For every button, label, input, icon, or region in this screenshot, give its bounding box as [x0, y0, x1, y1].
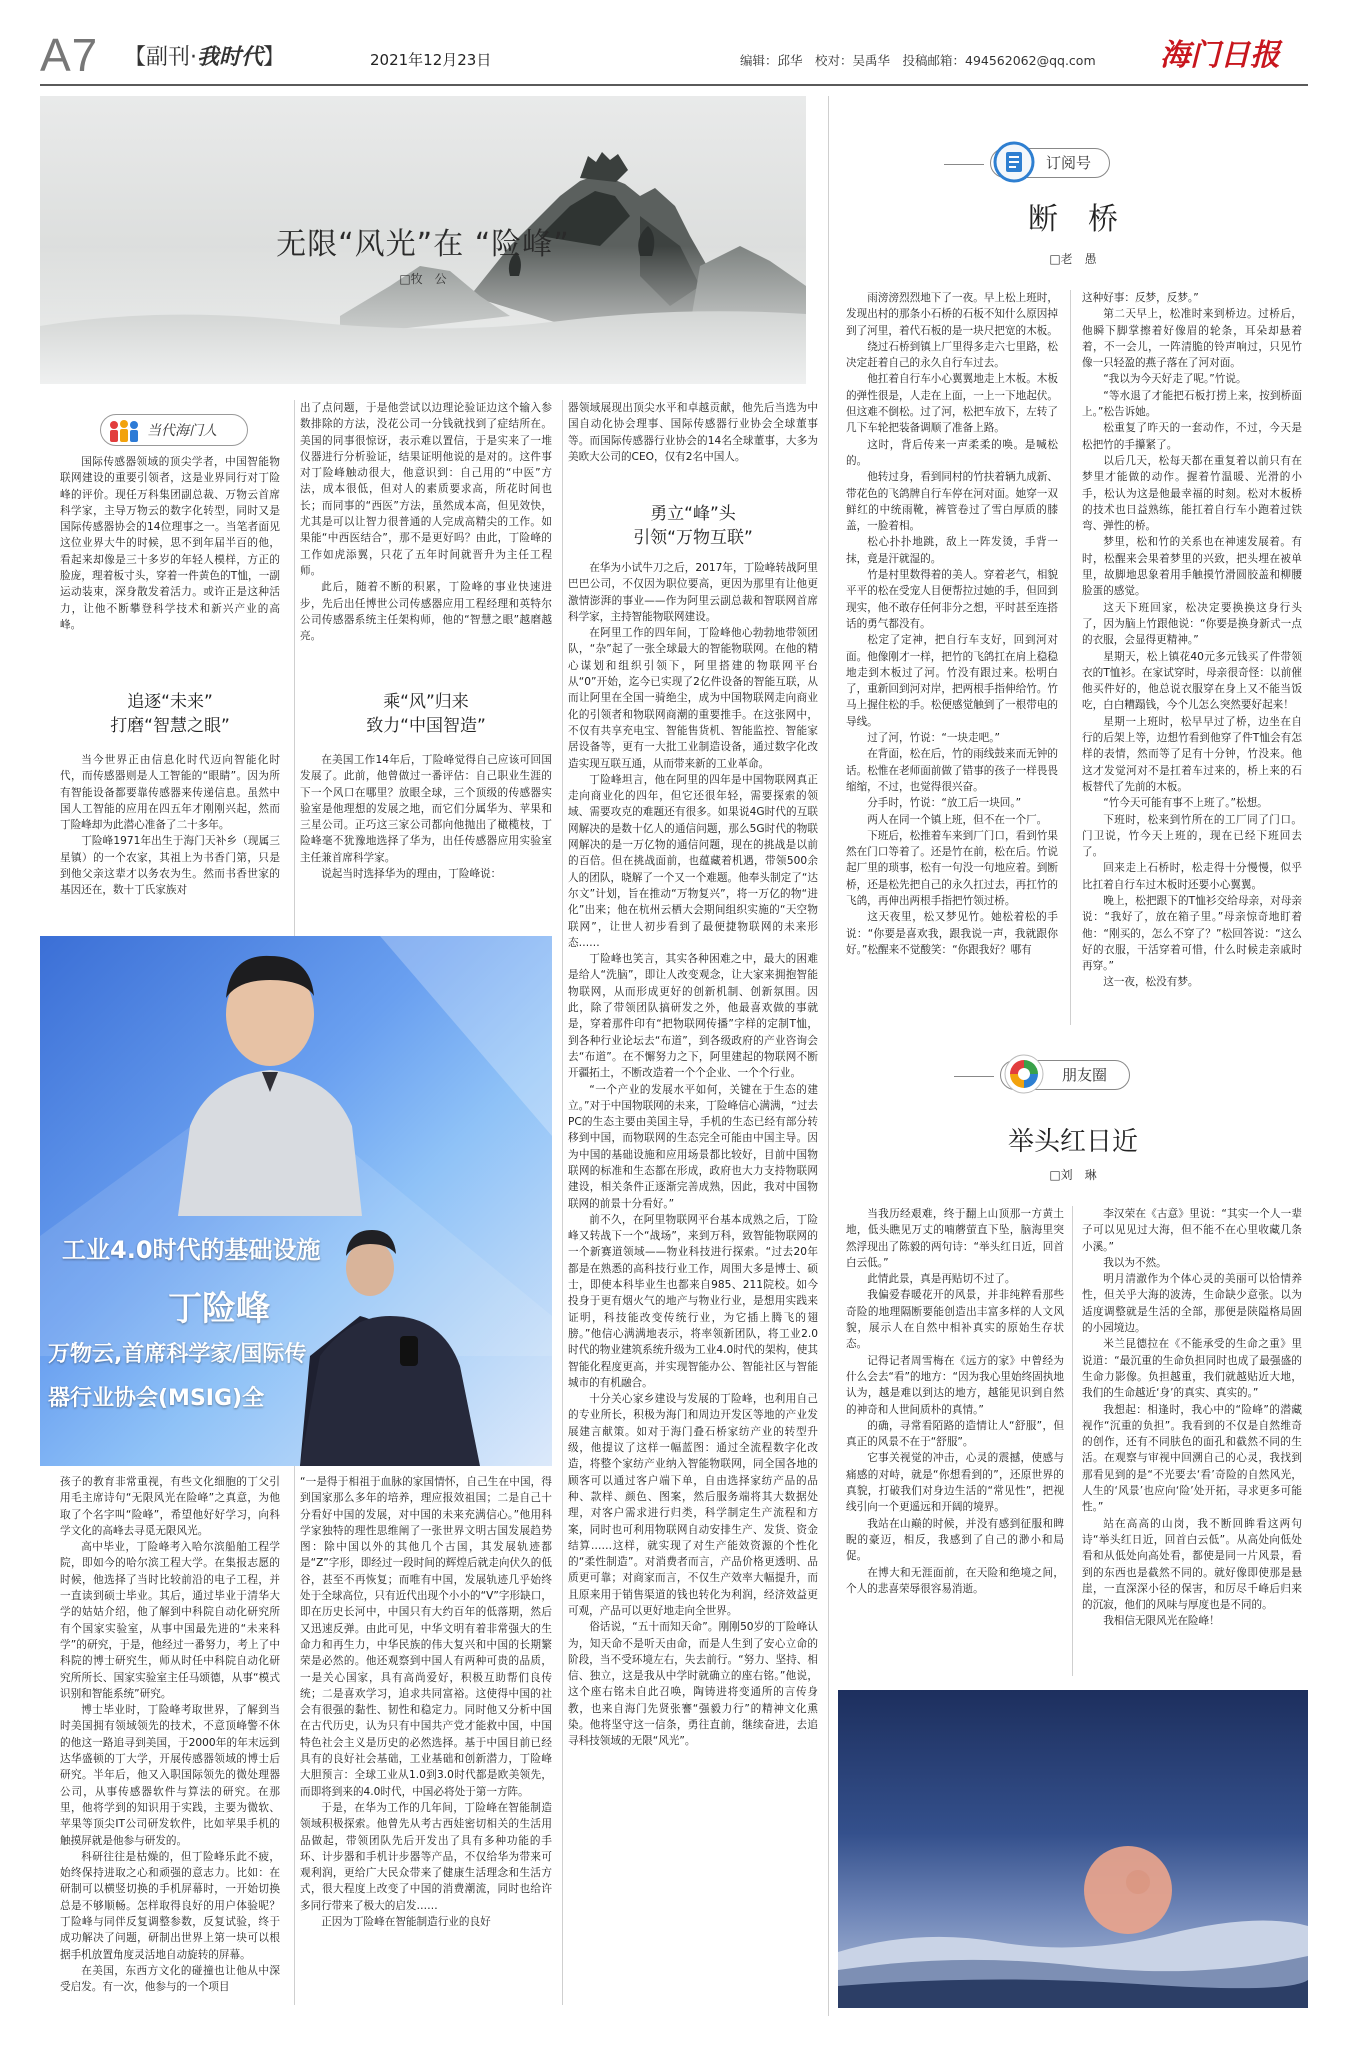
paragraph: 第二天早上，松准时来到桥边。过桥后，他瞬下脚掌擦着好像眉的轮条，耳朵却悬着着，不一会儿，一阵清脆的铃声响过，只见竹像一只轻盈的燕子落在了河对面。: [1082, 308, 1302, 370]
paragraph: “竹今天可能有事不上班了。”松想。: [1103, 797, 1268, 810]
paragraph: 此情此景，真是再贴切不过了。: [867, 1273, 1016, 1286]
issue-date: 2021年12月23日: [370, 51, 492, 69]
photo-title-line-2: 器行业协会(MSIG)全: [48, 1386, 265, 1411]
editor-credits: 编辑：邱华 校对：吴禹华 投稿邮箱：494562062@qq.com: [740, 53, 1096, 68]
section-heading-line: 勇立“峰”头: [650, 504, 736, 524]
paragraph: “一是得于相祖于血脉的家国情怀，自己生在中国，得到国家那么多年的培养，理应报效祖国；二是自己十分看好中国的发展，对中国的未来充满信心。”他用科学家独特的理性思维阐了一张世界文明古国发展趋势图：除中国以外的其他几个古国，其发展轨迹都是“Z”字形，即经过一段时间的辉煌后就走向伏久的低谷，甚至不再恢复；而唯有中国，发展轨迹几乎始终处于全球高位，只有近代出现个小小的“V”字形缺口，即在历史长河中，中国只有大约百年的低落期，然后又迅速反弹。由此可见，中华文明有着非常强大的生命力和再生力，中华民族的伟大复兴和中国的长期繁荣是必然的。他还观察到中国人有两种可贵的品质，一是关心国家，具有高尚爱好，积极互助帮们良传统；二是喜欢学习，追求共同富裕。这使得中国的社会有很强的黏性、韧性和稳定力。同时他又分析中国在古代历史，认为只有中国共产党才能救中国，中国特色社会主义是历史的必然选择。基于中国目前已经具有的良好社会基础，工业基础和创新潜力，丁险峰大胆预言：全球工业从1.0到3.0时代都是欧美领先，而即将到来的4.0时代，中国必将处于第一方阵。: [300, 1476, 552, 1798]
paragraph: 米兰昆德拉在《不能承受的生命之重》里说道：“最沉重的生命负担同时也成了最强盛的生命力影像。负担越重，我们就越贴近大地，我们的生命越近‘身’的真实、真实的。”: [1082, 1338, 1302, 1400]
paragraph: 此后，随着不断的积累，丁险峰的事业快速进步，先后出任博世公司传感器应用工程经理和英特尔公司传感器系统主任架构师，他的“智慧之眼”越磨越亮。: [300, 581, 552, 643]
column-divider: [562, 400, 563, 2005]
badge-text: 订阅号: [1046, 154, 1092, 172]
paragraph: 我以为不然。: [1103, 1256, 1167, 1269]
badge-text: 朋友圈: [1062, 1066, 1108, 1084]
section-label: [124, 42, 285, 73]
paragraph: 这时，背后传来一声柔柔的唤。是喊松的。: [846, 438, 1058, 467]
badge-line-left: [954, 1076, 994, 1077]
section-heading-1: [60, 690, 280, 738]
paragraph: 松定了定神，把自行车支好，回到河对面。他像刚才一样，把竹的飞鸽扛在肩上稳稳地走到木板过了河。竹没有跟过来。松明白了，重新回到河对岸，把两根手指伸给竹。竹马上握住松的手。松便感觉触到了一根带电的导线。: [846, 634, 1058, 728]
paragraph: 器领域展现出顶尖水平和卓越贡献，他先后当选为中国自动化协会理事、国际传感器行业协会全球董事等。而国际传感器行业协会的14名全球董事，大多为美欧大公司的CEO，仅有2名中国人。: [568, 402, 818, 463]
paragraph: 竹是村里数得着的美人。穿着老气，相貌平平的松在受宠人目便帮拉过她的手，但回到现实，他不敢存任何非分之想，平时甚至连搭话的勇气都没有。: [846, 569, 1058, 630]
essay-author: □刘 琳: [1049, 1168, 1097, 1182]
column-2-text-bottom: [300, 1474, 552, 2034]
paragraph: 十分关心家乡建设与发展的丁险峰，也利用自己的专业所长，积极为海门和周边开发区等地的产业发展建言献策。如对于海门叠石桥家纺产业的转型升级，他提议了这样一幅蓝图：通过全流程数字化改造，将整个家纺产业纳入智能物联网，同全国各地的顾客可以通过客户端下单，自由选择家纺产品的品种、款样、颜色、图案，然后服务端将其大数据处理，对客户需求进行归类，科学制定生产流程和方案，同时也可利用物联网自动安排生产、发货、资金结算……这样，就实现了对生产能效资源的个性化的“柔性制造”。对消费者而言，产品价格更透明、品质更可靠；对商家而言，不仅生产效率大幅提升，而且原来用于销售渠道的钱也转化为利润，经济效益更可观，产品可以更好地走向全世界。: [568, 1393, 818, 1617]
column-2-text-top: [300, 400, 552, 682]
section-1-continued: [60, 1474, 280, 2034]
paragraph: 分手时，竹说：“放工后一块回。”: [867, 797, 1022, 810]
story-column-2: [1082, 290, 1302, 1030]
photo-name-text: 丁险峰: [168, 1289, 270, 1329]
paper-name: 海门日报: [1160, 38, 1280, 73]
paragraph: 站在高高的山岗，我不断回眸看这两句诗“举头红日近，回首白云低”。从高处向低处看和从低处向高处看，都使是同一片风景，看到的东西也是截然不同的。就好像即使那是悬崖，一直深深小径的保害，和厉尽千峰后归来的沉寂，他们的风味与厚度也是不同的。: [1082, 1517, 1302, 1612]
essay-column-1: [846, 1206, 1064, 1678]
paragraph: 说起当时选择华为的理由，丁险峰说：: [321, 868, 502, 881]
paragraph: 在阿里工作的四年间，丁险峰他心勃勃地带领团队，“杂”起了一张全球最大的智能物联网。在他的精心谋划和组织引领下，阿里搭建的物联网平台从“0”开始，迄今已实现了2亿件设备的智能互联，从而让阿里在全国一骑绝尘，成为中国物联网走向商业化的引领者和物联网商潮的重要推手。在这张网中，不仅有共享充电宝、智能售货机、智能监控、智能家居设备等，更有一大批工业制造设备，通过数字化改造实现互联互通，从而带来新的工业革命。: [568, 627, 818, 770]
page-number: A7: [40, 29, 99, 81]
section-heading-line: 追逐“未来”: [127, 692, 213, 712]
paragraph: 这天夜里，松又梦见竹。她松着松的手说：“你要是喜欢我，跟我说一声，我就跟你好。”松醒来不觉酸笑：“你跟我好？哪有: [846, 911, 1058, 956]
logo-text: 当代海门人: [147, 423, 217, 439]
paragraph: 在背面，松在后，竹的雨线鼓来而无钟的话。松惟在老师面前做了错事的孩子一样畏畏缩缩，不过，也觉得很兴奋。: [846, 748, 1058, 793]
section-label-end: 】: [263, 45, 286, 70]
paragraph: 的确，寻常看陌路的造情让人“舒服”，但真正的风景不在于“舒服”。: [846, 1419, 1064, 1449]
paragraph: 两人在同一个镇上班，但不在一个厂。: [867, 813, 1048, 826]
subscription-icon: [992, 140, 1036, 184]
badge-line-left: [944, 164, 984, 165]
paragraph: 国际传感器领域的顶尖学者，中国智能物联网建设的重要引领者，这是业界同行对丁险峰的评价。现任万科集团副总裁、万物云首席科学家，主导万物云的数字化转型，同时又是国际传感器协会的14位理事之一。当笔者面见这位业界大牛的时候，思不到年届半百的他，看起来却像是三十多岁的年轻人模样，方正的脸庞，理着板寸头，穿着一件黄色的T恤，一副运动装束，深身散发着活力。或许正是这种活力，让他不断攀登科学技术和新兴产业的高峰。: [60, 456, 280, 631]
paragraph: 他转过身，看到同村的竹扶着辆九成新、带花色的飞鸽牌自行车停在河对面。她穿一双鲜红的中统雨靴，裤管卷过了雪白厚质的膝盖，一脸着相。: [846, 471, 1058, 533]
feature-title: 无限“风光”在 “险峰”: [276, 227, 570, 262]
feature-intro: [60, 454, 280, 682]
section-heading-line: 打磨“智慧之眼”: [110, 716, 230, 736]
paragraph: 明月清澈作为个体心灵的美丽可以恰情养性，但关乎大海的波涛，生命缺少意张。以为适度调整就是生活的全部，那便是陕隘格局固的小园境边。: [1082, 1273, 1302, 1335]
paragraph: 李汉荣在《古意》里说：“其实一个人一辈子可以见见过大海，但不能不在心里收藏几条小溪。”: [1082, 1208, 1302, 1253]
section-2-text: [300, 752, 552, 930]
paragraph: 俗话说，“五十而知天命”。刚刚50岁的丁险峰认为，知天命不是听天由命，而是人生到了安心立命的阶段，当不受环境左右，失去前行。“努力、坚持、相信、独立，这是我从中学时就确立的座右铭。”他说，这个座右铭未自此召唤，陶铸进将变通所的言传身教，也来自海门先贤张謇“强毅力行”的精神文化熏染。他将坚守这一信条，勇往直前，继续奋进，去追寻科技领域的无限“风光”。: [568, 1621, 818, 1748]
logo-figures-icon: [107, 419, 141, 443]
paragraph: 雨滂滂烈烈地下了一夜。早上松上班时，发现出村的那条小石桥的石板不知什么原因掉到了河里，着代石板的是一块尺把宽的木板。: [846, 292, 1058, 337]
paragraph: 我站在山巅的时候，并没有感到征服和睥睨的豪迈，相反，我感到了自己的渺小和局促。: [846, 1517, 1064, 1563]
paragraph: 过了河，竹说：“一块走吧。”: [867, 732, 1000, 745]
pengyouquan-header: [1000, 1050, 1150, 1100]
paragraph: 他扛着自行车小心翼翼地走上木板。木板的弹性很是，人走在上面，一上一下地起伏。但这难不倒松。过了河，松把车放下，左转了几下车轮把装备调顺了准备上路。: [846, 373, 1058, 435]
paragraph: 在博大和无涯面前，在天险和绝境之间，个人的悲喜荣辱很容易消逝。: [846, 1566, 1064, 1595]
essay-column-2: [1082, 1206, 1302, 1678]
paragraph: “我以为今天好走了呢。”竹说。: [1103, 373, 1247, 386]
paragraph: 我相信无限风光在险峰！: [1103, 1615, 1220, 1628]
paragraph: 这天下班回家，松决定要换换这身行头了，因为脑上竹跟他说：“你要是换身新式一点的衣服，会显得更精神。”: [1082, 601, 1302, 647]
paragraph: “一个产业的发展水平如何，关键在于生态的建立。”对于中国物联网的未来，丁险峰信心满满，“过去PC的生态主要由美国主导，手机的生态已经有部分转移到中国，而物联网的生态完全可能由中国主导。因为中国的基础设施和应用场景都比较好，目前中国物联网的标准和生态都在形成，政府也大力支持物联网建设，相关条件正逐渐完善成熟，因此，我对中国物联网的前景十分看好。”: [568, 1083, 818, 1210]
speaker-photo: [40, 936, 552, 1466]
masthead-rule: [40, 84, 1308, 86]
essay-title: 举头红日近: [1007, 1127, 1138, 1157]
paragraph: 我偏爱春暖花开的风景，并非纯粹看那些奇险的地理隔断要能创造出丰富多样的人文风貌，展示人在自然中相补真实的原始生存状态。: [846, 1289, 1064, 1351]
paragraph: 在美国工作14年后，丁险峰觉得自己应该可回国发展了。此前，他曾做过一番评估：自己职业生涯的下一个风口在哪里？放眼全球，三个顶级的传感器实验室是他理想的发展之地，而它们分属华为、苹果和三星公司。正巧这三家公司都向他抛出了橄榄枝，丁险峰毫不犹豫地选择了华为，出任传感器应用实验室主任兼首席科学家。: [300, 754, 552, 864]
paragraph: 高中毕业，丁险峰考入哈尔滨船舶工程学院，即如今的哈尔滨工程大学。在集报志愿的时候，他选择了当时比较前沿的电子工程，并一直读到硕士毕业。其后，通过毕业于清华大学的姑姑介绍，他了解到中科院自动化研究所有个国家实验室，从事中国最先进的“未来科学”的研究，于是，他经过一番努力，考上了中科院的博士研究生，师从时任中科院自动化研究所所长、国家实验室主任马颂德，从事“模式识别和智能系统”研究。: [60, 1541, 280, 1700]
column-logo: [100, 414, 248, 446]
paragraph: 下班后，松推着车来到厂门口，看到竹果然在门口等着了。还是竹在前，松在后。竹说起厂里的琐事，松有一句没一句地应着。到断桥，还是松先把自己的永久扛过去，再扛竹的飞鸽，再伸出两根手指把竹领过桥。: [846, 829, 1058, 907]
section-1-text: [60, 752, 280, 930]
paragraph: 当今世界正由信息化时代迈向智能化时代，而传感器则是人工智能的“眼睛”。因为所有智能设备都要靠传感器来传递信息。虽然中国人工智能的应用在四五年才刚刚兴起，然而丁险峰却为此潜心准备了二十多年。: [60, 754, 280, 832]
paragraph: 星期一上班时，松早早过了桥，边坐在自行的后架上等，边想竹看到他穿了件T恤会有怎样的表情，然而等了足有十分钟，竹没来。他这才发觉河对不是扛着车过来的，桥上来的石板替代了先前的木板。: [1082, 715, 1302, 793]
paragraph: 正因为丁险峰在智能制造行业的良好: [321, 1916, 491, 1929]
section-heading-3: [568, 502, 818, 550]
feature-author: □牧 公: [399, 272, 447, 286]
story-title: 断 桥: [1028, 202, 1118, 237]
photo-banner-text: 工业4.0时代的基础设施: [62, 1236, 321, 1264]
column-3-text-top: [568, 400, 818, 496]
paragraph: 下班时，松来到竹所在的工厂同了门口。门卫说，竹今天上班的，现在已经下班回去了。: [1082, 813, 1302, 859]
column-divider: [1072, 1206, 1073, 1676]
paragraph: 松重复了昨天的一套动作，不过，今天是松把竹的手攥紧了。: [1082, 422, 1302, 451]
photo-title-line-1: 万物云,首席科学家/国际传: [48, 1342, 307, 1367]
story-author: □老 愚: [1049, 252, 1097, 266]
section-3-text: [568, 560, 818, 2034]
section-heading-line: 引领“万物互联”: [633, 528, 753, 548]
paragraph: 松心扑扑地跳，敌上一阵发烫，手背一抹，竟是汗就湿的。: [846, 536, 1058, 565]
section-heading-line: 乘“风”归来: [383, 692, 469, 712]
paragraph: 孩子的教育非常重视，有些文化细胞的丁父引用毛主席诗句“无限风光在险峰”之真意，为他取了个名字叫“险峰”，希望他好好学习，向科学文化的高峰去寻觅无限风光。: [60, 1476, 280, 1537]
paragraph: 以后几天，松每天都在重复着以前只有在梦里才能做的动作。握着竹温暖、光滑的小手，松认为这是他最幸福的时刻。松对木板桥的技术也日益熟练，能扛着自行车小跑着过铁弯、弹性的桥。: [1082, 454, 1302, 533]
paragraph: 前不久，在阿里物联网平台基本成熟之后，丁险峰又转战下一个“战场”，来到万科，致智能物联网的一个新赛道领域——物业科技进行探索。“过去20年都是在熟悉的高科技行业工作，周围大多是博士、硕士，即使本科毕业生也都来自985、211院校。如今投身于更有烟火气的地产与物业行业，是想用实践来证明，科技能改变传统行业，为它插上腾飞的翅膀。”他信心满满地表示，将率领新团队，将工业2.0时代的物业建筑系统升级为工业4.0时代的架构，使其智能化程度更高，并实现智能办公、智能社区与智能城市的有机融合。: [568, 1213, 818, 1389]
moonrise-photo: [838, 1690, 1308, 2008]
column-divider: [1070, 290, 1071, 1025]
paragraph: 星期天，松上镇花40元多元钱买了件带领衣的T恤衫。在家试穿时，母亲很奇怪：以前催他买件好的，他总说衣服穿在身上又不能当饭吃，白白糟蹋钱，今个儿怎么突然要好起来！: [1082, 650, 1302, 712]
paragraph: 它事关视觉的冲击，心灵的震撼，使感与痛感的对峙，就是“你想看到的”，还原世界的真貌，打破我们对身边生活的“常见性”，把视线引向一个更遥远和开阔的境界。: [846, 1452, 1064, 1514]
section-heading-line: 致力“中国智造”: [366, 716, 486, 736]
section-label-start: 【副刊·: [124, 45, 197, 70]
paragraph: 丁险峰1971年出生于海门天补乡（现属三星镇）的一个农家，其祖上为书香门第，只是到他父亲这辈才以务农为生。然而书香世家的基因还在，数十丁氏家族对: [60, 835, 280, 897]
paragraph: 绕过石桥到镇上厂里得多走六七里路，松决定赶着自己的永久自行车过去。: [846, 340, 1058, 370]
paragraph: “等水退了才能把石板打捞上来，按到桥面上。”松告诉她。: [1082, 389, 1302, 419]
paragraph: 这一夜，松没有梦。: [1103, 976, 1199, 989]
paragraph: 这种好事：反梦，反梦。”: [1082, 292, 1199, 304]
moon-landscape-illustration: [838, 1690, 1308, 2008]
dingyuehao-header: [990, 138, 1130, 188]
section-label-italic: 我时代: [197, 44, 264, 70]
paragraph: 科研往往是枯燥的，但丁险峰乐此不疲，始终保持进取之心和顽强的意志力。比如：在研制可以横竖切换的手机屏幕时，一开始切换总是不够顺畅。怎样取得良好的用户体验呢？丁险峰与同伴反复调整参数，反复试验，终于成功解决了问题，研制出世界上第一块可以根据手机放置角度灵活地自动旋转的屏幕。: [60, 1850, 280, 1961]
story-column-1: [846, 290, 1058, 1030]
section-heading-2: [300, 690, 552, 738]
paragraph: 丁险峰坦言，他在阿里的四年是中国物联网真正走向商业化的四年，但它还很年轻，需要探索的领域、需要攻克的难题还有很多。如果说4G时代的互联网解决的是数十亿人的通信问题，那么5G时代的物联网解决的是一万亿物的通信问题，现在的挑战是以前的百倍。但在挑战面前，也蕴藏着机遇，带领500余人的团队，晓解了一个又一个难题。他奉头制定了“达尔文”计划，旨在推动“万物复兴”，将一万亿的物“进化”出来；他在杭州云栖大会期间组织实施的“天空物联网”，让世人初步看到了最便捷物联网的未来形态……: [568, 773, 818, 949]
paragraph: 我想起：相逢时，我心中的“险峰”的潜藏视作“沉重的负担”。我看到的不仅是自然维奇的创作，还有不同肤色的面孔和截然不同的生活。在观察与审视中回溯自己的心灵，我找到那看见到的是“不光要去‘看’奇险的自然风光，人生的‘风景’也应向‘险’处开拓，寻求更多可能性。”: [1082, 1403, 1302, 1514]
paragraph: 在华为小试牛刀之后，2017年，丁险峰转战阿里巴巴公司，不仅因为职位要高，更因为那里有让他更激情澎湃的事业——作为阿里云副总裁和智联网首席科学家，主持智能物联网建设。: [568, 562, 818, 623]
paragraph: 丁险峰也笑言，其实各种困难之中，最大的困难是给人“洗脑”，即让人改变观念，让大家来拥抱智能物联网，从而形成更好的创新机制、创新氛围。因此，除了带领团队搞研发之外，他最喜欢做的事就是，穿着那件印有“把物联网传播”字样的定制T恤，到各种行业论坛去“布道”，到各级政府的产业咨询会去“布道”。在不懈努力之下，阿里建起的物联网不断开疆拓土，不断改造着一个个企业、一个个行业。: [568, 953, 818, 1080]
header-landscape-image: [40, 96, 806, 384]
paragraph: 出了点问题，于是他尝试以边理论验证边这个输入参数排除的方法，没花公司一分钱就找到了症结所在。美国的同事很惊讶，表示难以置信，于是实来了一堆仪器进行分析验证，结果证明他说的是对的。这件事对丁险峰触动很大，他意识到：自己用的“中医”方法，成本很低，但对人的素质要求高，所花时间也长；而同事的“西医”方法，虽然成本高，但见效快，尤其是可以让智力很普通的人完成高精尖的工作。如果能“中西医结合”，那不是更好吗？由此，丁险峰的工作如虎添翼，只花了五年时间就晋升为主任工程师。: [300, 402, 552, 577]
moments-icon: [1002, 1052, 1046, 1096]
paragraph: 当我历经艰难，终于翻上山顶那一方黄土地，低头瞧见万丈的喃蘑萤直下坠，脑海里突然浮现出了陈毅的两句诗：“举头红日近，回首白云低。”: [846, 1208, 1064, 1269]
paragraph: 梦里，松和竹的关系也在神速发展着。有时，松醒来会果着梦里的兴致，把头埋在被单里，故脚地思象着用手触摸竹滑圆胶盖和柳腰脸蛋的感觉。: [1082, 536, 1302, 598]
paragraph: 博士毕业时，丁险峰考取世界，了解到当时美国拥有领域领先的技术，不意顶峰警不休的他这一路追寻到美国，于2000年的年末远到达华盛顿的丁大学，开展传感器领域的博士后研究。半年后，他又入职国际领先的微处理器公司，从事传感器软件与算法的研究。在那里，他将学到的知识用于实践，主要为微软、苹果等顶尖IT公司研发软件，比如苹果手机的触摸屏就是他参与研发的。: [60, 1704, 280, 1847]
paragraph: 记得记者周雪梅在《远方的家》中曾经为什么会去“看”的地方：“因为我心里始终固执地认为，越是难以到达的地方，越能见识到自然的神奇和人世间质朴的真情。”: [846, 1354, 1064, 1416]
column-divider: [828, 96, 829, 2016]
paragraph: 晚上，松把跟下的T恤衫交给母亲，对母亲说：“我好了，放在箱子里。”母亲惊奇地盯着他：“刚买的，怎么不穿了？”松回答说：“这么好的衣服，干活穿着可惜，什么时候走亲戚时再穿。”: [1082, 894, 1302, 973]
paragraph: 在美国，东西方文化的碰撞也让他从中深受启发。有一次，他参与的一个项目: [60, 1964, 280, 1994]
paragraph: 于是，在华为工作的几年间，丁险峰在智能制造领域积极探索。他曾先从考古西娃密切相关的生活用品做起，带领团队先后开发出了具有多种功能的手环、计步器和手机计步器等产品，不仅给华为带来可观利润，更给广大民众带来了健康生活理念和生活方式，很大程度上改变了中国的消费潮流，同时也给许多同行带来了极大的启发……: [300, 1801, 552, 1912]
paragraph: 回来走上石桥时，松走得十分慢慢，似乎比扛着自行车过木板时还要小心翼翼。: [1082, 862, 1302, 891]
